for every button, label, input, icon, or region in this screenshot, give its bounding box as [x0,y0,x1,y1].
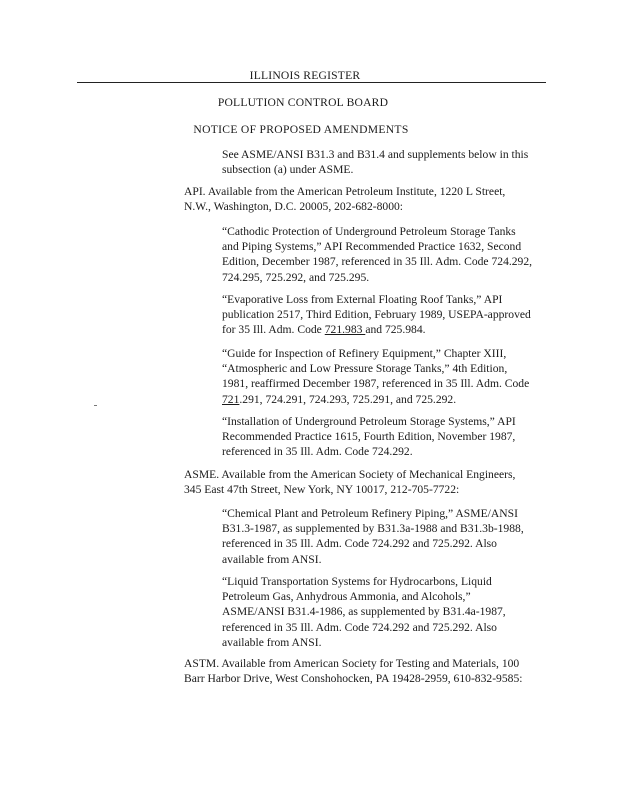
asme-liquid-line: Petroleum Gas, Anhydrous Ammonia, and Alcohols,” [222,590,471,604]
notice-title: NOTICE OF PROPOSED AMENDMENTS [193,123,409,136]
api-cathodic-line: and Piping Systems,” API Recommended Practice 1632, Second [222,240,522,254]
asme-chemical-paragraph [222,506,552,567]
api-intro-line: API. Available from the American Petroleum Institute, 1220 L Street, [184,185,506,198]
asme-chemical-line: referenced in 35 Ill. Adm. Code 724.292 and 725.292. Also [222,537,497,551]
api-evaporative-line [222,322,552,337]
board-title: POLLUTION CONTROL BOARD [217,96,389,109]
text-run: .291, 724.291, 724.293, 725.291, and 725.292. [239,392,457,406]
api-evaporative-paragraph [222,292,552,338]
text-run: for 35 Ill. Adm. Code [222,323,325,337]
asme-chemical-line: B31.3-1987, as supplemented by B31.3a-1988 and B31.3b-1988, [222,522,524,536]
api-cathodic-line: Edition, December 1987, referenced in 35 Ill. Adm. Code 724.292, [222,255,533,269]
astm-intro-line: Barr Harbor Drive, West Conshohocken, PA 19428-2959, 610-832-9585: [184,672,523,686]
text-run: and 725.984. [365,323,426,337]
see-note-line: See ASME/ANSI B31.3 and B31.4 and supplements below in this [222,148,529,161]
api-refinery-line: “Atmospheric and Low Pressure Storage Tanks,” 4th Edition, [222,362,508,376]
asme-chemical-line: “Chemical Plant and Petroleum Refinery Piping,” ASME/ANSI [222,507,518,520]
api-refinery-line [222,392,552,407]
api-evaporative-line: “Evaporative Loss from External Floating Roof Tanks,” API [222,293,503,306]
asme-intro-line: ASME. Available from the American Society of Mechanical Engineers, [184,468,516,481]
api-intro-line: N.W., Washington, D.C. 20005, 202-682-8000: [184,200,404,214]
asme-liquid-line: available from ANSI. [222,635,322,649]
underlined-citation: 721 [222,392,240,406]
underlined-citation: 721.983 [324,323,366,337]
api-installation-line: Recommended Practice 1615, Fourth Edition, November 1987, [222,430,516,444]
api-refinery-line: “Guide for Inspection of Refinery Equipment,” Chapter XIII, [222,347,507,360]
api-installation-paragraph [222,414,552,460]
api-refinery-line: 1981, reaffirmed December 1987, referenced in 35 Ill. Adm. Code [222,377,530,391]
asme-liquid-line: referenced in 35 Ill. Adm. Code 724.292 and 725.292. Also [222,620,497,634]
header-rule [77,82,546,83]
asme-chemical-line: available from ANSI. [222,552,322,566]
asme-intro-paragraph [184,467,554,497]
asme-liquid-line: “Liquid Transportation Systems for Hydrocarbons, Liquid [222,575,492,588]
asme-liquid-paragraph [222,574,552,650]
register-title: ILLINOIS REGISTER [249,69,361,82]
see-note-line: subsection (a) under ASME. [222,163,354,177]
see-note-paragraph [222,147,552,177]
asme-intro-line: 345 East 47th Street, New York, NY 10017, 212-705-7722: [184,483,460,497]
api-cathodic-paragraph [222,224,552,285]
margin-mark [94,405,97,406]
api-installation-line: “Installation of Underground Petroleum Storage Systems,” API [222,415,516,428]
api-installation-line: referenced in 35 Ill. Adm. Code 724.292. [222,445,413,459]
astm-intro-line: ASTM. Available from American Society for Testing and Materials, 100 [184,657,520,670]
asme-liquid-line: ASME/ANSI B31.4-1986, as supplemented by B31.4a-1987, [222,605,506,619]
astm-intro-paragraph [184,656,554,686]
api-refinery-paragraph [222,346,552,407]
api-cathodic-line: “Cathodic Protection of Underground Petroleum Storage Tanks [222,225,516,238]
api-intro-paragraph [184,184,554,214]
api-evaporative-line: publication 2517, Third Edition, February 1989, USEPA-approved [222,308,531,322]
api-cathodic-line: 724.295, 725.292, and 725.295. [222,270,370,284]
